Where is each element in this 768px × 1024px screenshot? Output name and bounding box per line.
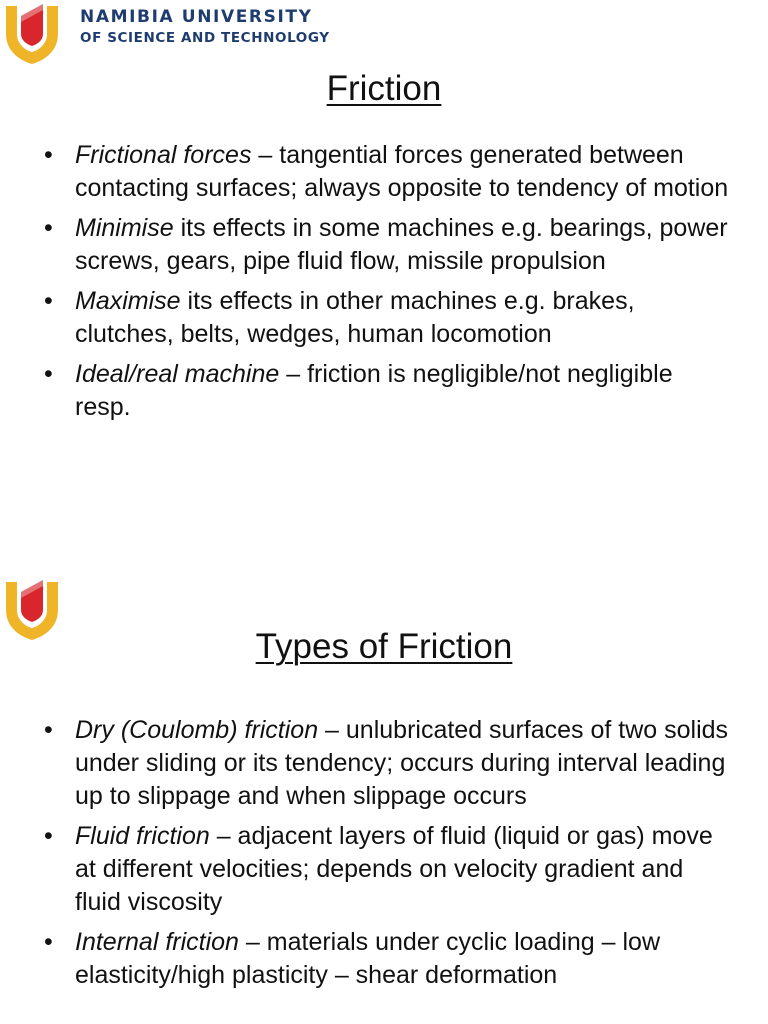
bullet-term: Frictional forces (75, 141, 252, 169)
university-name-line1: NAMIBIA UNIVERSITY (80, 7, 313, 27)
slide-title: Friction (326, 69, 442, 108)
bullet-dot-icon: • (44, 287, 53, 315)
bullet-list (0, 139, 730, 431)
bullet-item (0, 820, 730, 919)
bullet-term: Dry (Coulomb) friction (75, 716, 319, 744)
bullet-dot-icon: • (44, 214, 53, 242)
bullet-term: Fluid friction (75, 822, 210, 850)
bullet-term: Internal friction (75, 928, 239, 956)
bullet-dot-icon: • (44, 822, 53, 850)
bullet-text: – tangential forces generated between contacting surfaces; always opposite to tendency of motion (75, 141, 729, 202)
bullet-text: – unlubricated surfaces of two solids under sliding or its tendency; occurs during interval leading up to slippage and when slippage occurs (75, 716, 729, 810)
bullet-dot-icon: • (44, 928, 53, 956)
bullet-text: – friction is negligible/not negligible resp. (75, 360, 673, 421)
bullet-item (0, 212, 730, 278)
bullet-text: its effects in some machines e.g. bearings, power screws, gears, pipe fluid flow, missile propulsion (75, 214, 728, 275)
bullet-dot-icon: • (44, 360, 53, 388)
university-name-line2: OF SCIENCE AND TECHNOLOGY (80, 30, 330, 46)
bullet-term: Maximise (75, 287, 181, 315)
slide-types-of-friction (0, 560, 768, 1024)
bullet-item (0, 285, 730, 351)
nust-shield-logo-icon (0, 0, 64, 71)
bullet-item (0, 926, 730, 992)
slide-title: Types of Friction (255, 627, 513, 666)
bullet-dot-icon: • (44, 141, 53, 169)
university-name (80, 9, 330, 46)
bullet-dot-icon: • (44, 716, 53, 744)
bullet-text: – adjacent layers of fluid (liquid or gas) move at different velocities; depends on velocity gradient and fluid viscosity (75, 822, 713, 916)
bullet-list (0, 714, 730, 999)
bullet-term: Minimise (75, 214, 174, 242)
bullet-text: its effects in other machines e.g. brakes, clutches, belts, wedges, human locomotion (75, 287, 635, 348)
bullet-term: Ideal/real machine (75, 360, 280, 388)
bullet-text: – materials under cyclic loading – low elasticity/high plasticity – shear deformation (75, 928, 661, 989)
bullet-item (0, 139, 730, 205)
bullet-item (0, 358, 730, 424)
bullet-item (0, 714, 730, 813)
